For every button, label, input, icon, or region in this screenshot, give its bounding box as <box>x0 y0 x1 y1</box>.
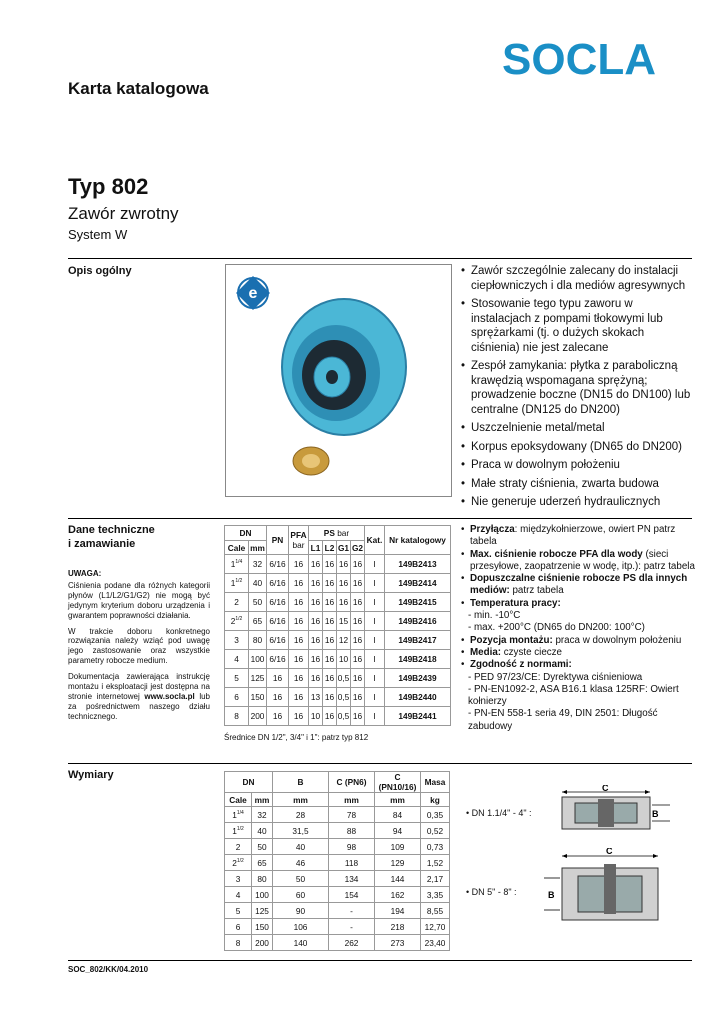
list-item: • Małe straty ciśnienia, zwarta budowa <box>461 477 693 492</box>
list-item: • Zgodność z normami: <box>461 659 701 671</box>
section-divider <box>68 258 692 259</box>
list-item: - PN-EN 558-1 seria 49, DIN 2501: Długość zabudowy <box>468 708 658 732</box>
product-photo <box>225 264 452 497</box>
drawing-label-small: • DN 1.1/4" - 4" : <box>466 808 532 818</box>
section-dimensions-label: Wymiary <box>68 769 114 781</box>
product-type: Typ 802 <box>68 174 149 199</box>
note-paragraph: Dokumentacja zawierająca instrukcję montażu i eksploatacji jest dostępna na stronie internetowej www.socla.pl lub za pośrednictwem naszego działu technicznego. <box>68 672 211 721</box>
list-item: • Zespół zamykania: płytka z paraboliczną krawędzią wspomagana sprężyną; prowadzenie boczne (DN15 do DN100) lub centralne (DN125 do DN200) <box>461 359 693 417</box>
section-technical-label: Dane techniczne i zamawianie <box>68 524 155 550</box>
table-row: 4 100 60 154 162 3,35 <box>225 887 450 903</box>
svg-text:C: C <box>606 848 613 856</box>
list-item: • Max. ciśnienie robocze PFA dla wody (sieci przesyłowe, zaopatrzenie w wodę, itp.): patrz tabela <box>461 549 701 574</box>
table-row: 2 50 6/16 16 16 16 16 16 I 149B2415 <box>225 593 451 612</box>
table-row: $1^{1/2}$ 40 6/16 16 16 16 16 16 I 149B2414 <box>225 574 451 593</box>
table-row: 2 50 40 98 109 0,73 <box>225 839 450 855</box>
note-heading: UWAGA: <box>68 569 102 578</box>
note-paragraph: W trakcie doboru konkretnego rozwiązania należy wziąć pod uwagę jego zastosowanie oraz wszystkie parametry robocze medium. <box>68 626 210 666</box>
table-row: 4 100 6/16 16 16 16 10 16 I 149B2418 <box>225 650 451 669</box>
list-item: - min. -10°C <box>468 610 521 622</box>
technical-bullets <box>461 524 701 733</box>
svg-text:e: e <box>248 285 258 302</box>
general-bullets <box>461 264 693 514</box>
svg-text:B: B <box>548 890 555 900</box>
table-row: $2^{1/2}$ 65 46 118 129 1,52 <box>225 855 450 871</box>
technical-table: DN PN PFA bar PS bar Kat. Nr katalogowy Cale mm L1 L2 G1 G2 $1^{1/4}$ 32 6/16 16 16 16 16 16 I 149B2413 $1^{1/2}$ 40 6/16 16 16 16 16 16 I 149B2414 2 50 6/16 16 16 16 16 16 I 149B2415 $2^{1/2}$ 65 6/16 16 16 16 15 16 I 149B2416 3 80 6/16 16 16 16 12 16 I 149B2417 4 100 6/16 16 16 16 10 16 I 149B2418 5 125 16 16 16 16 0,5 16 I 149B2439 6 150 16 16 13 16 0,5 16 I 149B2440 8 200 16 16 10 16 0,5 16 I 149B2441 <box>224 525 451 726</box>
list-item: • Praca w dowolnym położeniu <box>461 458 693 473</box>
drawing-label-large: • DN 5" - 8" : <box>466 887 517 897</box>
svg-text:C: C <box>602 785 609 793</box>
list-item: - max. +200°C (DN65 do DN200: 100°C) <box>468 622 645 634</box>
table-row: 6 150 106 - 218 12,70 <box>225 919 450 935</box>
list-item: • Pozycja montażu: praca w dowolnym położeniu <box>461 635 701 647</box>
table-footnote: Średnice DN 1/2", 3/4" i 1": patrz typ 812 <box>224 733 369 742</box>
table-row: 5 125 90 - 194 8,55 <box>225 903 450 919</box>
list-item: • Stosowanie tego typu zaworu w instalacjach z pompami tłokowymi lub sprężarkami (tj. o dużych skokach ciśnienia) nie jest zalecane <box>461 297 693 355</box>
section-divider <box>68 518 692 519</box>
valve-disc-icon <box>293 447 329 475</box>
table-row: 8 200 140 262 273 23,40 <box>225 935 450 951</box>
list-item: • Temperatura pracy: <box>461 598 701 610</box>
product-subtitle: Zawór zwrotny <box>68 204 179 223</box>
list-item: • Uszczelnienie metal/metal <box>461 421 693 436</box>
valve-body-icon <box>282 299 406 435</box>
table-row: $1^{1/4}$ 32 28 78 84 0,35 <box>225 807 450 823</box>
logo-text: SOCLA <box>502 35 656 80</box>
drawing-large-valve <box>540 848 680 926</box>
website-link[interactable]: www.socla.pl <box>144 691 195 701</box>
list-item: • Przyłącza: międzykołnierzowe, owiert PN patrz tabela <box>461 524 701 549</box>
table-row: 3 80 6/16 16 16 16 12 16 I 149B2417 <box>225 631 451 650</box>
note-paragraph: Ciśnienia podane dla różnych kategorii płynów (L1/L2/G1/G2) nie mogą być jedynym kryterium doboru urządzenia i gwarantem poprawności działania. <box>68 580 210 620</box>
list-item: - PED 97/23/CE: Dyrektywa ciśnieniowa <box>468 671 643 683</box>
list-item: • Media: czyste ciecze <box>461 647 701 659</box>
table-row: $1^{1/2}$ 40 31,5 88 94 0,52 <box>225 823 450 839</box>
product-system: System W <box>68 227 128 242</box>
table-row: $2^{1/2}$ 65 6/16 16 16 16 15 16 I 149B2416 <box>225 612 451 631</box>
socla-logo <box>502 34 688 80</box>
table-row: 8 200 16 16 10 16 0,5 16 I 149B2441 <box>225 707 451 726</box>
list-item: • Nie generuje uderzeń hydraulicznych <box>461 495 693 510</box>
table-row: 3 80 50 134 144 2,17 <box>225 871 450 887</box>
certification-badge-icon <box>236 276 270 310</box>
svg-text:B: B <box>652 809 659 819</box>
card-title: Karta katalogowa <box>68 79 209 98</box>
table-row: 6 150 16 16 13 16 0,5 16 I 149B2440 <box>225 688 451 707</box>
footer-divider <box>68 960 692 961</box>
list-item: • Korpus epoksydowany (DN65 do DN200) <box>461 440 693 455</box>
section-general-label: Opis ogólny <box>68 265 132 277</box>
document-code: SOC_802/KK/04.2010 <box>68 965 149 974</box>
section-divider <box>68 763 692 764</box>
list-item: • Zawór szczególnie zalecany do instalacji ciepłowniczych i dla mediów agresywnych <box>461 264 693 293</box>
table-row: 5 125 16 16 16 16 0,5 16 I 149B2439 <box>225 669 451 688</box>
list-item: • Dopuszczalne ciśnienie robocze PS dla innych mediów: patrz tabela <box>461 573 701 598</box>
dimensions-table: DN B C (PN6) C (PN10/16) Masa Cale mm mm mm mm kg $1^{1/4}$ 32 28 78 84 0,35 $1^{1/2}$ 40 31,5 88 94 0,52 2 50 40 98 109 0,73 $2^{1/2}$ 65 46 118 129 1,52 3 80 50 134 144 2,17 4 100 60 154 162 3,35 5 125 90 - 194 8,55 6 150 106 - 218 12,70 8 200 140 262 273 23,40 <box>224 771 450 951</box>
note-block <box>68 569 210 728</box>
table-row: $1^{1/4}$ 32 6/16 16 16 16 16 16 I 149B2413 <box>225 555 451 574</box>
list-item: - PN-EN1092-2, ASA B16.1 klasa 125RF: Owiert kołnierzy <box>468 683 679 708</box>
drawing-small-valve <box>540 785 680 835</box>
